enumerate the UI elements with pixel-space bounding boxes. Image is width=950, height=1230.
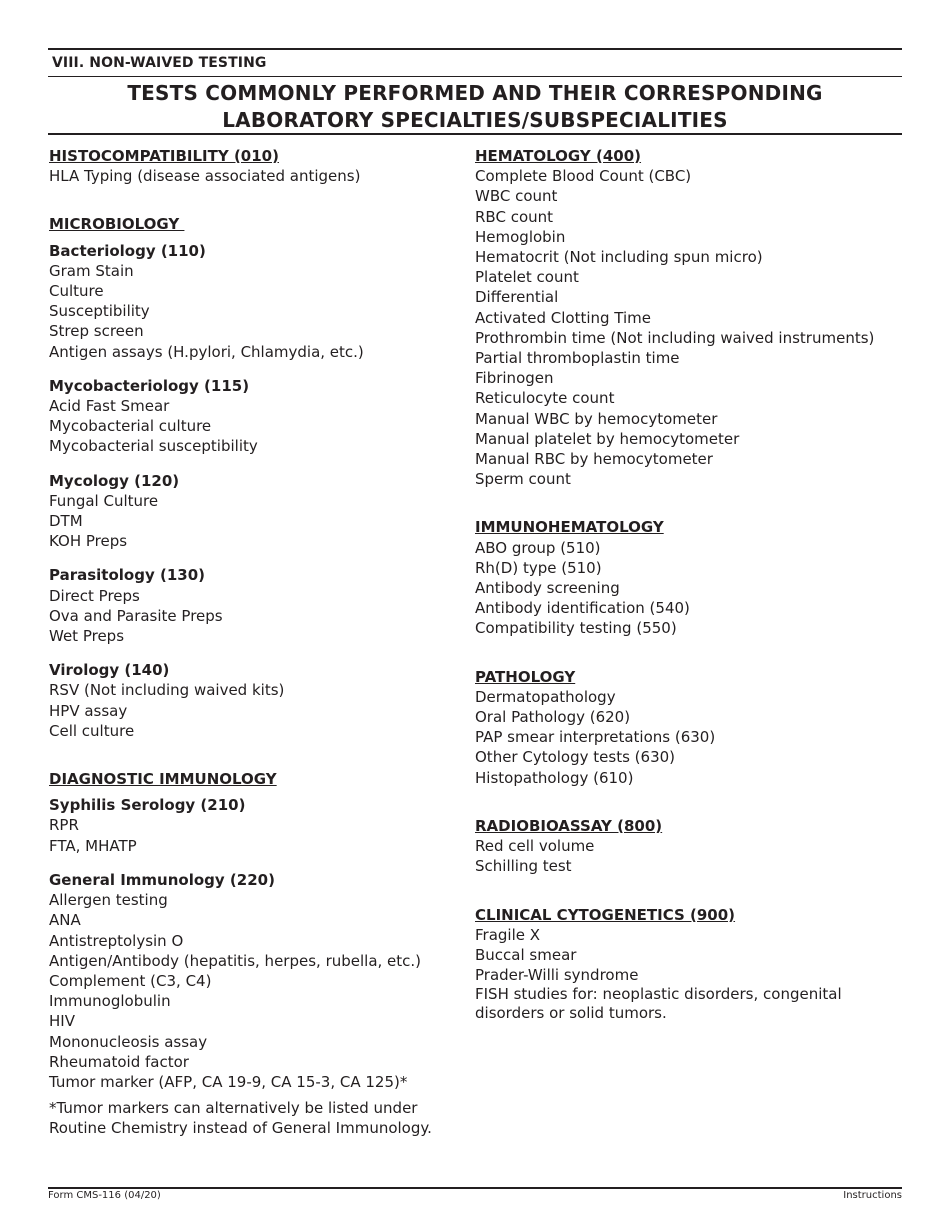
- list-item: Histopathology (610): [475, 768, 634, 787]
- list-item: RSV (Not including waived kits): [49, 681, 285, 700]
- form-number: Form CMS-116 (04/20): [48, 1190, 161, 1201]
- list-item: Other Cytology tests (630): [475, 748, 676, 767]
- hematology-heading: HEMATOLOGY (400): [475, 147, 642, 165]
- list-item: Reticulocyte count: [475, 389, 615, 408]
- list-item: Fragile X: [475, 925, 541, 944]
- list-item: Schilling test: [475, 857, 572, 876]
- list-item: Sperm count: [475, 470, 571, 489]
- title-line-1: TESTS COMMONLY PERFORMED AND THEIR CORRESPONDING: [127, 81, 823, 105]
- list-item: RBC count: [475, 207, 554, 226]
- list-item: Rheumatoid factor: [49, 1052, 189, 1071]
- list-item: FTA, MHATP: [49, 836, 137, 855]
- list-item: Rh(D) type (510): [475, 558, 602, 577]
- list-item: Hematocrit (Not including spun micro): [475, 248, 763, 267]
- list-item: Ova and Parasite Preps: [49, 606, 223, 625]
- list-item: Gram Stain: [49, 261, 134, 280]
- list-item: DTM: [49, 512, 83, 531]
- list-item: Mycobacterial susceptibility: [49, 437, 258, 456]
- list-item: Direct Preps: [49, 586, 140, 605]
- pathology-heading: PATHOLOGY: [475, 667, 576, 686]
- list-item: Red cell volume: [475, 837, 595, 856]
- radiobioassay-heading: RADIOBIOASSAY (800): [475, 816, 663, 835]
- list-item: Acid Fast Smear: [49, 397, 170, 416]
- immunohematology-heading: IMMUNOHEMATOLOGY: [475, 518, 664, 537]
- list-item: Complete Blood Count (CBC): [475, 167, 692, 186]
- microbiology-heading: MICROBIOLOGY: [49, 215, 185, 234]
- list-item: Compatibility testing (550): [475, 619, 677, 638]
- list-item: Antigen assays (H.pylori, Chlamydia, etc.): [49, 342, 364, 361]
- list-item: Immunoglobulin: [49, 992, 171, 1011]
- section-label: VIII. NON-WAIVED TESTING: [52, 55, 267, 71]
- list-item: Fungal Culture: [49, 491, 159, 510]
- list-item: Manual platelet by hemocytometer: [475, 429, 740, 448]
- mycology-heading: Mycology (120): [49, 471, 180, 490]
- list-item: Allergen testing: [49, 891, 168, 910]
- mycobacteriology-heading: Mycobacteriology (115): [49, 376, 250, 395]
- list-item: Fibrinogen: [475, 369, 554, 388]
- list-item: Mononucleosis assay: [49, 1032, 208, 1051]
- list-item: Buccal smear: [475, 945, 577, 964]
- list-item: Tumor marker (AFP, CA 19-9, CA 15-3, CA 125)*: [49, 1072, 408, 1091]
- list-item: Antistreptolysin O: [49, 931, 184, 950]
- title-top-rule: [48, 76, 902, 77]
- footnote-line: *Tumor markers can alternatively be listed under: [49, 1099, 418, 1118]
- list-item: Activated Clotting Time: [475, 308, 652, 327]
- right-column: [475, 146, 915, 1023]
- list-item: Strep screen: [49, 322, 144, 341]
- list-item: Antigen/Antibody (hepatitis, herpes, rubella, etc.): [49, 951, 422, 970]
- left-column: [49, 146, 449, 1139]
- list-item: Prader-Willi syndrome: [475, 966, 639, 985]
- list-item: HIV: [49, 1012, 75, 1031]
- list-item: Susceptibility: [49, 302, 150, 321]
- footer-rule: [48, 1187, 902, 1189]
- list-item: Antibody identification (540): [475, 599, 690, 618]
- list-item: HPV assay: [49, 701, 128, 720]
- clinical-cytogenetics-heading: CLINICAL CYTOGENETICS (900): [475, 905, 736, 924]
- top-rule: [48, 48, 902, 50]
- list-item: Manual RBC by hemocytometer: [475, 450, 713, 469]
- title-line-2: LABORATORY SPECIALTIES/SUBSPECIALITIES: [222, 108, 728, 132]
- list-item: Complement (C3, C4): [49, 971, 212, 990]
- footnote-line: Routine Chemistry instead of General Immunology.: [49, 1119, 432, 1138]
- list-item: Partial thromboplastin time: [475, 349, 680, 368]
- list-item: Antibody screening: [475, 579, 620, 598]
- list-item: Dermatopathology: [475, 687, 616, 706]
- list-item: ABO group (510): [475, 538, 601, 557]
- title-bottom-rule: [48, 133, 902, 135]
- list-item: Wet Preps: [49, 627, 125, 646]
- histocompatibility-heading: HISTOCOMPATIBILITY (010): [49, 147, 279, 165]
- list-item: Oral Pathology (620): [475, 708, 631, 727]
- list-item: FISH studies for: neoplastic disorders, congenital disorders or solid tumors.: [475, 985, 842, 1023]
- general-immunology-heading: General Immunology (220): [49, 870, 275, 889]
- list-item: HLA Typing (disease associated antigens): [49, 167, 361, 186]
- list-item: PAP smear interpretations (630): [475, 728, 716, 747]
- list-item: ANA: [49, 911, 81, 930]
- list-item: Manual WBC by hemocytometer: [475, 409, 718, 428]
- page-title: [48, 80, 902, 134]
- bacteriology-heading: Bacteriology (110): [49, 241, 206, 260]
- parasitology-heading: Parasitology (130): [49, 566, 205, 585]
- diagnostic-immunology-heading: DIAGNOSTIC IMMUNOLOGY: [49, 770, 277, 789]
- list-item: KOH Preps: [49, 532, 128, 551]
- syphilis-serology-heading: Syphilis Serology (210): [49, 796, 246, 815]
- list-item: Platelet count: [475, 268, 579, 287]
- list-item: Differential: [475, 288, 559, 307]
- list-item: Hemoglobin: [475, 227, 566, 246]
- list-item: RPR: [49, 816, 79, 835]
- list-item: Mycobacterial culture: [49, 417, 212, 436]
- list-item: Cell culture: [49, 721, 135, 740]
- virology-heading: Virology (140): [49, 661, 170, 680]
- list-item: Prothrombin time (Not including waived instruments): [475, 328, 875, 347]
- list-item: Culture: [49, 282, 104, 301]
- footer-label: Instructions: [843, 1190, 902, 1201]
- list-item: WBC count: [475, 187, 558, 206]
